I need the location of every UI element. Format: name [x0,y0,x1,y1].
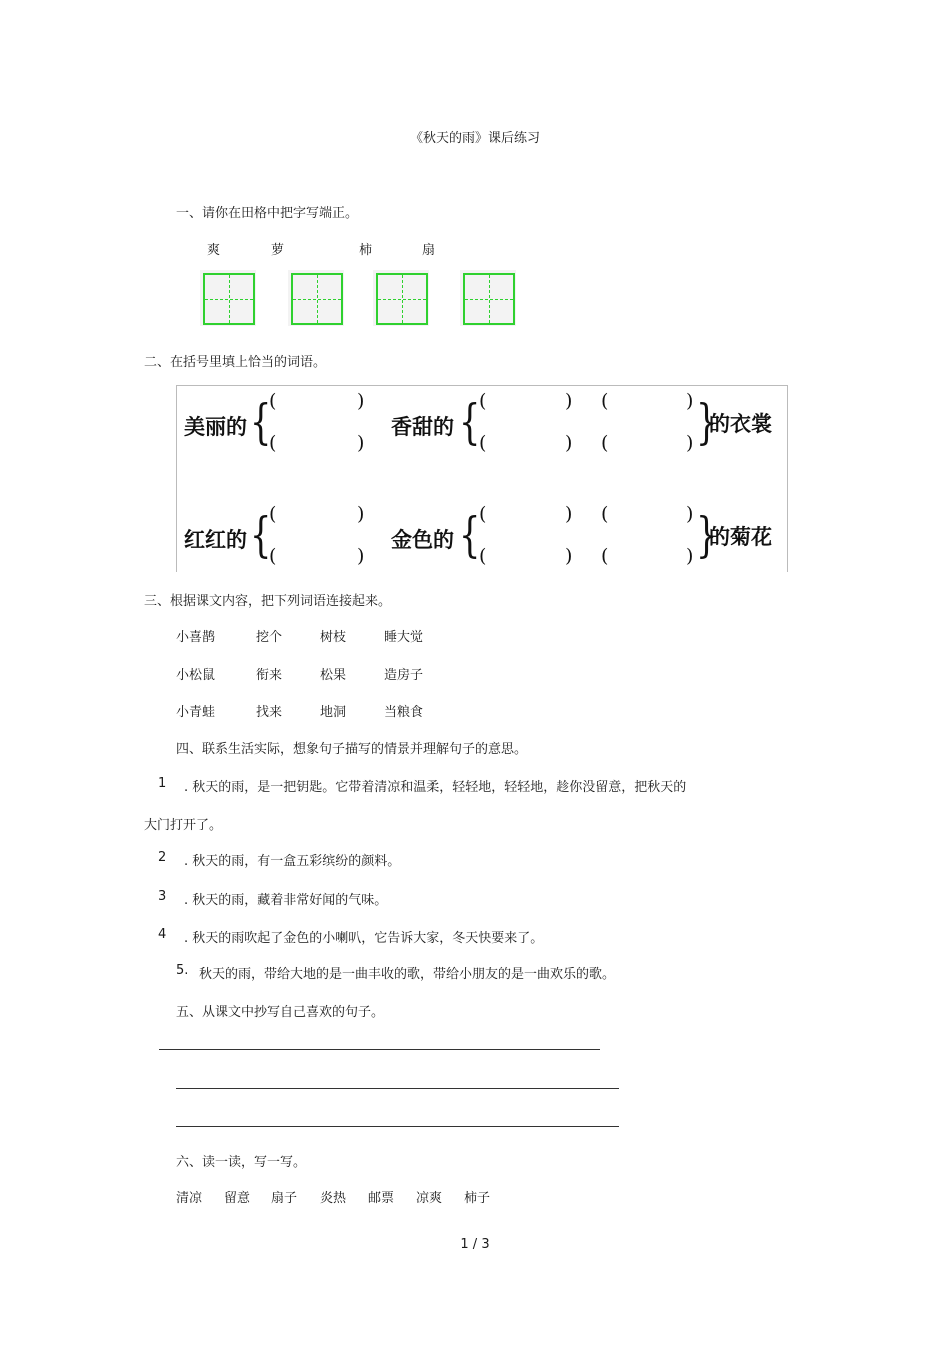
word-item: 柿子 [464,1191,491,1206]
list-item: 地洞 [320,705,347,720]
writing-grid-1[interactable] [203,273,255,325]
paren-open: ( [269,545,277,567]
list-item: 小喜鹊 [176,630,216,645]
section-4-heading: 四、联系生活实际，想象句子描写的情景并理解句子的意思。 [176,742,528,757]
word-deyishang: 的衣裳 [709,411,772,436]
list-item: 松果 [320,668,347,683]
word-dejuhua: 的菊花 [709,524,772,549]
brace-open: { [250,507,272,563]
word-item: 清凉 [176,1191,203,1206]
char-3: 柿 [359,243,373,258]
paren-close: ) [686,390,694,412]
paren-close: ) [565,432,573,454]
char-1: 爽 [207,243,221,258]
list-item: 小松鼠 [176,668,216,683]
item-text: . 秋天的雨，是一把钥匙。它带着清凉和温柔，轻轻地，轻轻地，趁你没留意，把秋天的 [184,780,687,795]
writing-grid-4[interactable] [463,273,515,325]
brace-open: { [459,394,481,450]
item-number: 3 [158,889,167,904]
writing-grid-2[interactable] [291,273,343,325]
section-1-heading: 一、请你在田格中把字写端正。 [176,206,359,221]
item-number: 1 [158,776,167,791]
word-xiangtian: 香甜的 [391,414,454,439]
word-item: 邮票 [368,1191,395,1206]
section-5-heading: 五、从课文中抄写自己喜欢的句子。 [176,1005,385,1020]
item-text: . 秋天的雨，藏着非常好闻的气味。 [184,893,388,908]
item-text: . 秋天的雨吹起了金色的小喇叭，它告诉大家，冬天快要来了。 [184,931,544,946]
paren-open: ( [601,390,609,412]
item-text: . 秋天的雨，有一盒五彩缤纷的颜料。 [184,854,401,869]
paren-close: ) [357,390,365,412]
paren-open: ( [269,432,277,454]
item-text: 秋天的雨，带给大地的是一曲丰收的歌，带给小朋友的是一曲欢乐的歌。 [199,967,616,982]
char-2: 萝 [271,243,285,258]
fill-in-box [176,385,788,572]
writing-grid-3[interactable] [376,273,428,325]
paren-open: ( [479,432,487,454]
paren-close: ) [357,545,365,567]
paren-close: ) [565,390,573,412]
item-number: 5. [176,963,189,978]
list-item: 挖个 [256,630,283,645]
paren-close: ) [686,432,694,454]
word-item: 扇子 [271,1191,298,1206]
paren-close: ) [565,503,573,525]
brace-close: } [696,507,718,563]
paren-open: ( [479,545,487,567]
section-6-heading: 六、读一读，写一写。 [176,1155,307,1170]
list-item: 树枝 [320,630,347,645]
paren-close: ) [686,503,694,525]
paren-open: ( [601,432,609,454]
item-number: 4 [158,927,167,942]
paren-open: ( [269,503,277,525]
writing-line-3[interactable] [176,1126,619,1127]
paren-open: ( [479,390,487,412]
paren-close: ) [357,432,365,454]
brace-close: } [696,394,718,450]
word-jinse: 金色的 [391,527,454,552]
brace-open: { [250,394,272,450]
item-text-continued: 大门打开了。 [144,818,223,833]
section-3-heading: 三、根据课文内容，把下列词语连接起来。 [144,594,392,609]
word-item: 凉爽 [416,1191,443,1206]
item-number: 2 [158,850,167,865]
paren-open: ( [601,545,609,567]
list-item: 找来 [256,705,283,720]
paren-close: ) [686,545,694,567]
paren-close: ) [357,503,365,525]
word-honghong: 红红的 [184,527,247,552]
paren-close: ) [565,545,573,567]
writing-line-2[interactable] [176,1088,619,1089]
word-item: 留意 [224,1191,251,1206]
paren-open: ( [269,390,277,412]
word-item: 炎热 [320,1191,347,1206]
writing-line-1[interactable] [159,1049,600,1050]
paren-open: ( [479,503,487,525]
section-2-heading: 二、在括号里填上恰当的词语。 [144,355,327,370]
paren-open: ( [601,503,609,525]
list-item: 小青蛙 [176,705,216,720]
list-item: 当粮食 [384,705,424,720]
word-meili: 美丽的 [184,414,247,439]
char-4: 扇 [422,243,436,258]
page-title: 《秋天的雨》课后练习 [409,131,540,146]
brace-open: { [459,507,481,563]
list-item: 造房子 [384,668,424,683]
list-item: 衔来 [256,668,283,683]
list-item: 睡大觉 [384,630,424,645]
page-number: 1 / 3 [460,1237,490,1252]
